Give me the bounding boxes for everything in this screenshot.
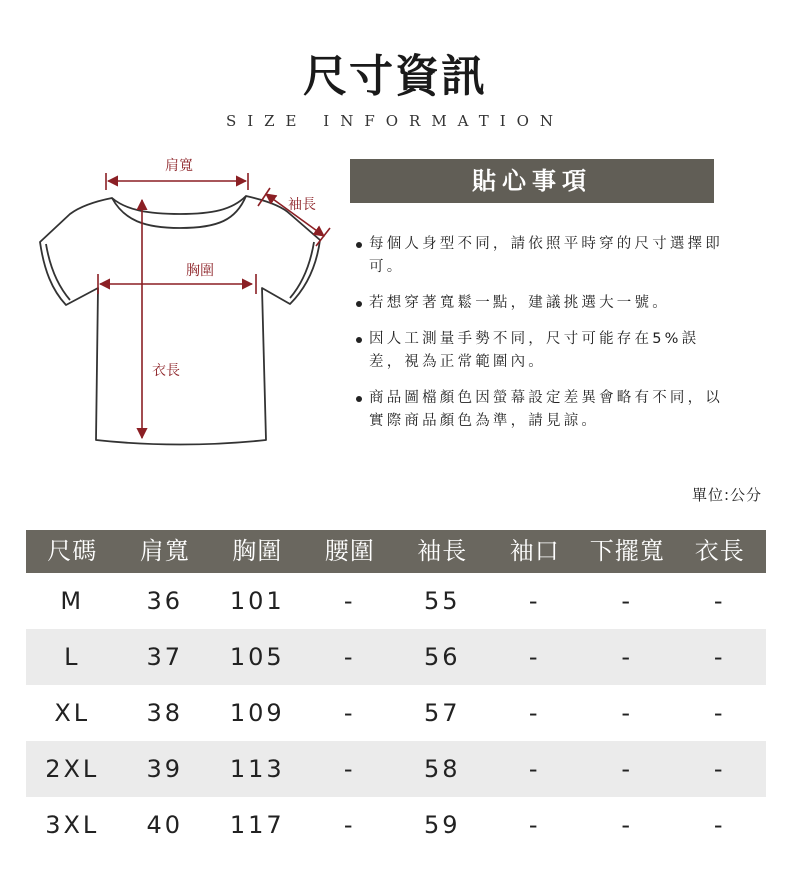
table-cell: -: [621, 699, 634, 727]
table-cell: -: [621, 755, 634, 783]
table-cell: -: [528, 643, 541, 671]
length-label: 衣長: [152, 363, 180, 379]
table-cell: 56: [423, 643, 461, 671]
table-cell: 109: [229, 699, 285, 727]
table-row: [26, 797, 766, 853]
table-cell: -: [621, 811, 634, 839]
tshirt-outline: [40, 196, 320, 445]
header-cell: 胸圍: [232, 537, 283, 565]
table-cell: 105: [229, 643, 285, 671]
table-cell: -: [713, 643, 726, 671]
table-cell: XL: [54, 699, 91, 727]
table-cell: -: [343, 643, 356, 671]
table-row: [26, 741, 766, 797]
table-cell: 39: [146, 755, 184, 783]
table-cell: 3XL: [45, 811, 100, 839]
header-cell: 腰圍: [324, 537, 375, 565]
note-item: 因人工測量手勢不同，尺寸可能存在5%誤差，視為正常範圍內。: [355, 328, 725, 374]
table-cell: -: [528, 811, 541, 839]
table-cell: -: [621, 643, 634, 671]
table-cell: 36: [146, 587, 184, 615]
table-cell: -: [713, 755, 726, 783]
header-cell: 衣長: [694, 537, 745, 565]
tshirt-diagram: [0, 140, 350, 460]
unit-label: 單位:公分: [691, 486, 762, 504]
size-table: [26, 530, 766, 853]
table-row: [26, 685, 766, 741]
table-cell: -: [343, 755, 356, 783]
table-row: [26, 629, 766, 685]
table-cell: 101: [229, 587, 285, 615]
table-cell: 38: [146, 699, 184, 727]
table-cell: -: [343, 587, 356, 615]
header-cell: 袖口: [509, 537, 560, 565]
header-cell: 袖長: [417, 537, 468, 565]
table-cell: 37: [146, 643, 184, 671]
page-subtitle: SIZE INFORMATION: [225, 112, 565, 130]
table-cell: -: [713, 699, 726, 727]
table-cell: -: [528, 587, 541, 615]
table-cell: L: [64, 643, 81, 671]
note-item: 每個人身型不同，請依照平時穿的尺寸選擇即可。: [355, 233, 725, 279]
table-cell: 57: [423, 699, 461, 727]
table-cell: 113: [229, 755, 285, 783]
table-cell: -: [713, 811, 726, 839]
table-row: [26, 573, 766, 629]
notes-heading: 貼心事項: [350, 159, 714, 203]
page-title: 尺寸資訊: [303, 51, 487, 102]
header-cell: 肩寬: [139, 537, 190, 565]
table-cell: 2XL: [45, 755, 100, 783]
table-cell: 58: [423, 755, 461, 783]
table-cell: -: [713, 587, 726, 615]
note-item: 若想穿著寬鬆一點，建議挑選大一號。: [355, 292, 725, 315]
table-cell: 117: [229, 811, 285, 839]
table-cell: -: [343, 699, 356, 727]
table-cell: 55: [423, 587, 461, 615]
size-table-header: [26, 530, 766, 573]
sleeve-label: 袖長: [288, 197, 316, 213]
table-cell: M: [60, 587, 85, 615]
header-cell: 尺碼: [47, 537, 98, 565]
chest-label: 胸圍: [186, 263, 214, 279]
notes-list: [355, 233, 725, 446]
table-cell: -: [528, 699, 541, 727]
table-cell: -: [528, 755, 541, 783]
table-cell: -: [343, 811, 356, 839]
shoulder-label: 肩寬: [165, 158, 193, 174]
header-cell: 下擺寬: [589, 537, 665, 565]
table-cell: 59: [423, 811, 461, 839]
note-item: 商品圖檔顏色因螢幕設定差異會略有不同，以實際商品顏色為準，請見諒。: [355, 387, 725, 433]
table-cell: -: [621, 587, 634, 615]
table-cell: 40: [146, 811, 184, 839]
